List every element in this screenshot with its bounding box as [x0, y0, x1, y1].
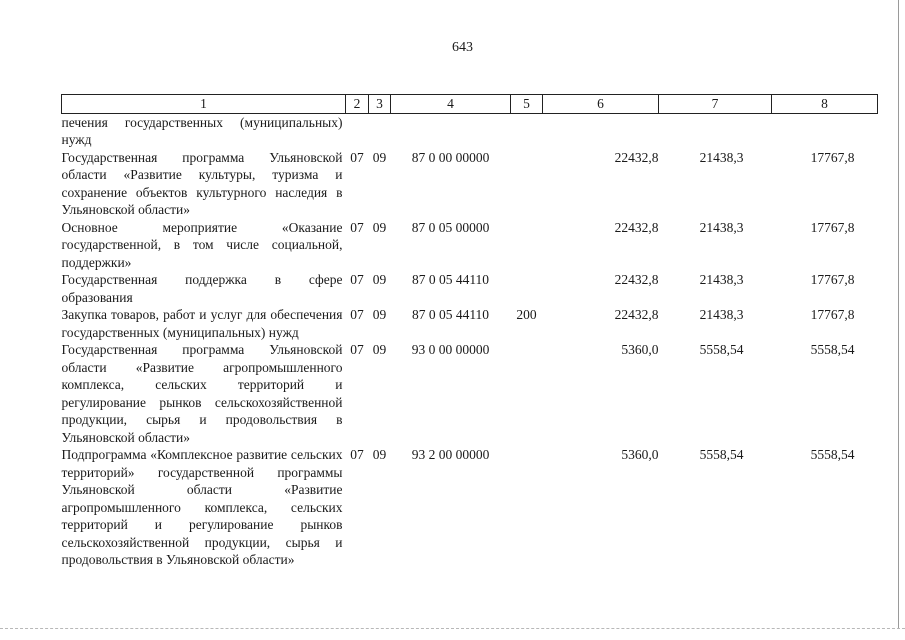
col-header-8: 8 — [772, 95, 878, 114]
row-name: Государственная программа Ульяновской области «Развитие культуры, туризма и сохранение объектов культурного наследия в Ульяновской области» — [61, 149, 343, 217]
row-amount-col6: 5360,0 — [621, 447, 659, 462]
row-target-code — [391, 113, 511, 149]
row-subsection: 09 — [372, 149, 387, 165]
table-header — [62, 95, 878, 114]
row-amount-col6: 22432,8 — [614, 149, 659, 165]
row-section: 07 — [350, 342, 364, 357]
budget-table — [61, 94, 878, 569]
row-name: Подпрограмма «Комплексное развитие сельских территорий» государственной программы Ульяновской области «Развитие агропромышленного комплекса, сельских территорий и регулирование рынков сельскохозяйственной продукции, сырья и продовольствия в Ульяновской области» — [61, 447, 343, 567]
table-row — [62, 113, 878, 149]
row-amount-col8: 17767,8 — [810, 272, 855, 287]
col-header-4: 4 — [391, 95, 511, 114]
row-expense-type: 200 — [516, 307, 537, 322]
page-number: 643 — [452, 40, 473, 55]
table-row — [62, 306, 878, 341]
row-amount-col8: 5558,54 — [810, 342, 855, 357]
sheet-bottom-edge — [0, 628, 905, 629]
row-amount-col6: 22432,8 — [614, 219, 659, 235]
row-subsection: 09 — [372, 447, 387, 462]
col-header-2: 2 — [346, 95, 369, 114]
table-row — [62, 341, 878, 446]
row-amount-col8: 5558,54 — [810, 447, 855, 462]
row-amount-col6: 5360,0 — [621, 342, 659, 357]
sheet-right-edge — [898, 0, 899, 628]
row-target-code: 87 0 05 44110 — [411, 272, 490, 287]
row-amount-col7: 21438,3 — [699, 307, 744, 322]
table-row — [62, 219, 878, 272]
table-row — [62, 446, 878, 569]
row-target-code: 93 2 00 00000 — [411, 447, 490, 462]
row-amount-col6: 22432,8 — [614, 272, 659, 287]
col-header-7: 7 — [659, 95, 772, 114]
table-body — [62, 113, 878, 569]
col-header-1: 1 — [62, 95, 346, 114]
row-amount-col6: 22432,8 — [614, 307, 659, 322]
col-header-6: 6 — [543, 95, 659, 114]
row-section: 07 — [350, 447, 364, 462]
row-amount-col8: 17767,8 — [810, 219, 855, 235]
row-expense-type — [511, 341, 543, 446]
row-amount-col8: 17767,8 — [810, 307, 855, 322]
row-target-code: 87 0 00 00000 — [411, 149, 490, 165]
row-name: Государственная поддержка в сфере образования — [61, 272, 343, 305]
header-row — [62, 95, 878, 114]
row-amount-col7: 5558,54 — [699, 447, 744, 462]
row-target-code: 87 0 05 44110 — [411, 307, 490, 322]
row-subsection: 09 — [372, 307, 387, 322]
row-amount-col7: 21438,3 — [699, 219, 744, 235]
row-section: 07 — [350, 307, 364, 322]
row-section: 07 — [350, 272, 364, 287]
row-expense-type — [511, 113, 543, 149]
row-subsection: 09 — [372, 219, 387, 235]
row-subsection: 09 — [372, 272, 387, 287]
row-amount-col7: 21438,3 — [699, 272, 744, 287]
row-amount-col7: 21438,3 — [699, 149, 744, 165]
row-name: печения государственных (муниципальных) нужд — [61, 114, 343, 147]
table-row — [62, 149, 878, 219]
row-expense-type — [511, 149, 543, 219]
row-amount-col8 — [772, 113, 878, 149]
row-amount-col7: 5558,54 — [699, 342, 744, 357]
table-row — [62, 271, 878, 306]
row-name: Закупка товаров, работ и услуг для обеспечения государственных (муниципальных) нужд — [61, 307, 343, 340]
col-header-5: 5 — [511, 95, 543, 114]
row-target-code: 87 0 05 00000 — [411, 219, 490, 235]
row-subsection: 09 — [372, 342, 387, 357]
row-section: 07 — [350, 219, 364, 235]
row-name: Государственная программа Ульяновской области «Развитие агропромышленного комплекса, сельских территорий и регулирование рынков сельскохозяйственной продукции, сырья и продовольствия в Ульяновской области» — [61, 342, 343, 445]
row-target-code: 93 0 00 00000 — [411, 342, 490, 357]
row-subsection — [369, 113, 391, 149]
row-name: Основное мероприятие «Оказание государственной, в том числе социальной, поддержки» — [61, 219, 343, 270]
row-expense-type — [511, 219, 543, 272]
row-amount-col7 — [659, 113, 772, 149]
row-expense-type — [511, 446, 543, 569]
col-header-3: 3 — [369, 95, 391, 114]
row-amount-col8: 17767,8 — [810, 149, 855, 165]
row-section — [346, 113, 369, 149]
row-expense-type — [511, 271, 543, 306]
row-section: 07 — [350, 149, 364, 165]
row-amount-col6 — [543, 113, 659, 149]
